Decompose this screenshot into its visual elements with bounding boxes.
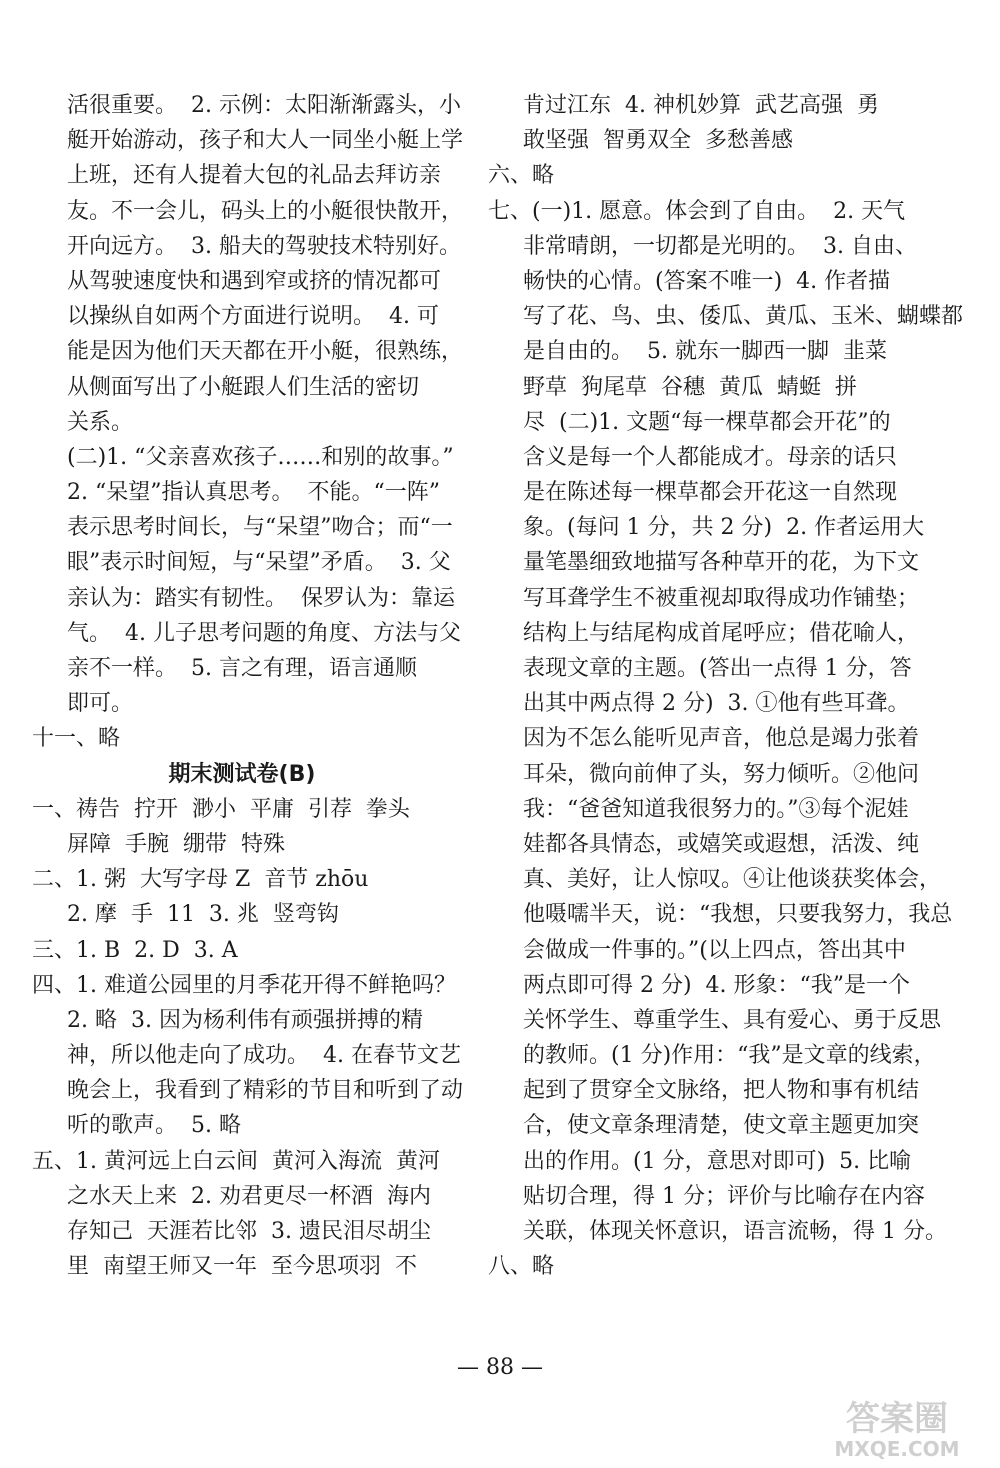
text-line: 从驾驶速度快和遇到窄或挤的情况都可 [67, 268, 442, 294]
text-line: 两点即可得 2 分) 4. 形象：“我”是一个 [523, 972, 911, 998]
text-line: 十一、略 [32, 726, 121, 752]
text-line: 关联，体现关怀意识，语言流畅，得 1 分。 [523, 1219, 947, 1244]
text-line: 友。不一会儿，码头上的小艇很快散开， [67, 198, 464, 224]
text-line: 娃都各具情态，或嬉笑或遐想，活泼、纯 [523, 831, 920, 857]
text-line: 即可。 [67, 691, 134, 717]
text-line: 关怀学生、尊重学生、具有爱心、勇于反思 [523, 1007, 942, 1033]
text-line: 的教师。(1 分)作用：“我”是文章的线索， [523, 1043, 936, 1069]
text-line: 是自由的。 5. 就东一脚西一脚 韭菜 [523, 339, 887, 365]
text-line: 写了花、鸟、虫、倭瓜、黄瓜、玉米、蝴蝶都 [523, 304, 964, 330]
section-heading: 期末测试卷(B) [168, 761, 316, 787]
text-line: 出的作用。(1 分，意思对即可) 5. 比喻 [523, 1148, 912, 1174]
left-column [32, 88, 464, 1284]
text-line: 野草 狗尾草 谷穗 黄瓜 蜻蜓 拼 [523, 374, 857, 400]
text-line: 眼”表示时间短，与“呆望”矛盾。 3. 父 [67, 550, 451, 576]
text-line: 出其中两点得 2 分) 3. ①他有些耳聋。 [523, 691, 910, 717]
text-line: 他嗫嚅半天，说：“我想，只要我努力，我总 [523, 902, 953, 928]
text-line: 之水天上来 2. 劝君更尽一杯酒 海内 [67, 1183, 431, 1209]
text-line: 从侧面写出了小艇跟人们生活的密切 [67, 374, 420, 400]
text-line: 表现文章的主题。(答出一点得 1 分，答 [523, 656, 912, 681]
text-line: 能是因为他们天天都在开小艇，很熟练， [67, 339, 464, 365]
text-line: 一、祷告 拧开 渺小 平庸 引荐 拳头 [32, 796, 410, 822]
text-line: 2. 略 3. 因为杨利伟有顽强拼搏的精 [67, 1007, 423, 1033]
watermark-domain: MXQE.COM [834, 1437, 960, 1461]
text-line: 会做成一件事的。”(以上四点，答出其中 [523, 937, 906, 963]
watermark-logo [812, 1390, 982, 1462]
text-line: 开向远方。 3. 船夫的驾驶技术特别好。 [67, 233, 461, 259]
text-line: 真、美好，让人惊叹。④让他谈获奖体会， [523, 867, 942, 893]
text-line: 艇开始游动，孩子和大人一同坐小艇上学 [67, 128, 464, 154]
text-line: 三、1. B 2. D 3. A [32, 937, 238, 963]
text-line: 上班，还有人提着大包的礼品去拜访亲 [67, 163, 442, 189]
text-line: 敢坚强 智勇双全 多愁善感 [523, 128, 793, 154]
text-line: 含义是每一个人都能成才。母亲的话只 [523, 444, 898, 470]
text-line: 六、略 [488, 163, 555, 189]
text-line: 2. 摩 手 11 3. 兆 竖弯钩 [67, 902, 339, 928]
text-line: 关系。 [67, 409, 134, 435]
text-line: 是在陈述每一棵草都会开花这一自然现 [523, 480, 898, 506]
text-line: 晚会上，我看到了精彩的节目和听到了动 [67, 1078, 464, 1104]
text-line: 听的歌声。 5. 略 [67, 1113, 241, 1139]
text-line: 五、1. 黄河远上白云间 黄河入海流 黄河 [32, 1148, 440, 1174]
text-line: 神，所以他走向了成功。 4. 在春节文艺 [67, 1043, 461, 1069]
text-line: 因为不怎么能听见声音，他总是竭力张着 [523, 726, 920, 752]
text-line: 亲认为：踏实有韧性。 保罗认为：靠运 [67, 585, 455, 611]
text-line: 2. “呆望”指认真思考。 不能。“一阵” [67, 480, 440, 506]
text-line: 存知己 天涯若比邻 3. 遗民泪尽胡尘 [67, 1219, 431, 1244]
text-line: 肯过江东 4. 神机妙算 武艺高强 勇 [523, 93, 879, 118]
text-line: 我：“爸爸知道我很努力的。”③每个泥娃 [523, 796, 909, 822]
text-line: 贴切合理，得 1 分；评价与比喻存在内容 [523, 1183, 925, 1209]
text-line: 七、(一)1. 愿意。体会到了自由。 2. 天气 [488, 198, 906, 224]
text-line: 非常晴朗，一切都是光明的。 3. 自由、 [523, 233, 917, 259]
page-number: — 88 — [457, 1355, 543, 1380]
watermark-text: 答案圈 [846, 1399, 948, 1439]
text-line: 象。(每问 1 分，共 2 分) 2. 作者运用大 [523, 515, 925, 541]
text-line: 尽 (二)1. 文题“每一棵草都会开花”的 [523, 409, 891, 435]
text-line: 畅快的心情。(答案不唯一) 4. 作者描 [523, 268, 891, 294]
text-line: 起到了贯穿全文脉络，把人物和事有机结 [523, 1078, 920, 1104]
right-column [488, 88, 964, 1284]
text-line: 耳朵，微向前伸了头，努力倾听。②他问 [523, 761, 920, 787]
text-line: 气。 4. 儿子思考问题的角度、方法与父 [67, 620, 461, 646]
text-line: 亲不一样。 5. 言之有理，语言通顺 [67, 656, 417, 681]
text-line: 活很重要。 2. 示例：太阳渐渐露头，小 [67, 93, 461, 118]
text-line: 以操纵自如两个方面进行说明。 4. 可 [67, 304, 439, 330]
text-line: 量笔墨细致地描写各种草开的花，为下文 [523, 550, 920, 576]
text-line: 写耳聋学生不被重视却取得成功作铺垫； [523, 585, 920, 611]
text-line: 屏障 手腕 绷带 特殊 [67, 831, 285, 857]
text-line: 表示思考时间长，与“呆望”吻合；而“一 [67, 515, 453, 541]
text-line: 四、1. 难道公园里的月季花开得不鲜艳吗？ [32, 972, 456, 998]
text-line: 合，使文章条理清楚，使文章主题更加突 [523, 1113, 920, 1139]
text-line: 八、略 [488, 1254, 555, 1280]
text-line: (二)1. “父亲喜欢孩子……和别的故事。” [67, 444, 454, 470]
text-line: 二、1. 粥 大写字母 Z 音节 zhōu [32, 867, 369, 893]
text-line: 里 南望王师又一年 至今思项羽 不 [67, 1254, 417, 1280]
text-line: 结构上与结尾构成首尾呼应；借花喻人， [523, 620, 920, 646]
